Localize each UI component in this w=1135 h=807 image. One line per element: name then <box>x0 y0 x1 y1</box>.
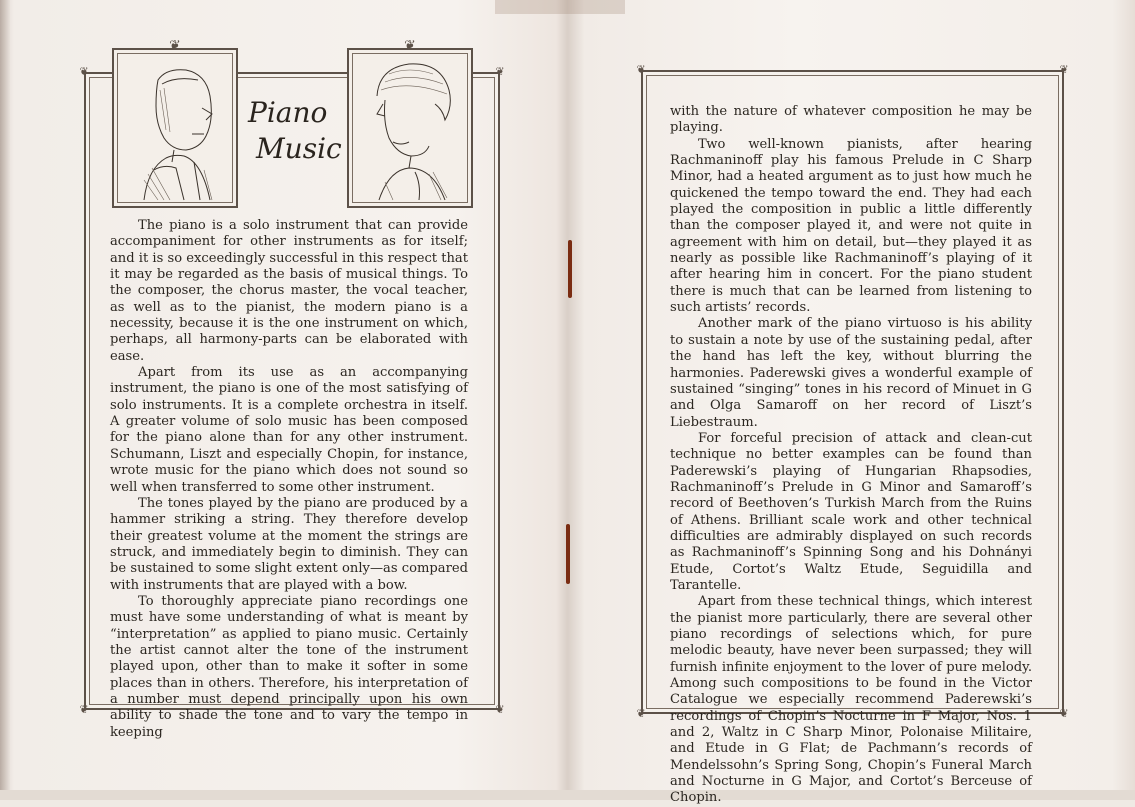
paragraph: Two well-known pianists, after hearing Rachmaninoff play his famous Prelude in C Sharp Minor, had a heated argument as to just how much he quickened the tempo toward the end. They had each played the composition in public a little differently than the composer played it, and were not quite in agreement with him on detail, but—they played it as nearly as possible like Rachmaninoff’s playing of it after hearing him in concert. For the piano student there is much that can be learned from listening to such artists’ records. <box>670 136 1032 316</box>
title-line-2: Music <box>256 132 342 165</box>
staple-bottom <box>566 524 570 584</box>
continuation-line: with the nature of whatever composition he may be playing. <box>670 104 1032 136</box>
spine-stain <box>495 0 625 14</box>
paragraph: The piano is a solo instrument that can provide accompaniment for other instruments as for itself; and it is so exceedingly successful in this respect that it may be regarded as the basis of musical things. To the composer, the chorus master, the vocal teacher, as well as to the pianist, the modern piano is a necessity, because it is the one instrument on which, perhaps, all harmony-parts can be elaborated with ease. <box>110 218 468 364</box>
paragraph: Apart from its use as an accompanying instrument, the piano is one of the most satisfying of solo instruments. It is a complete orchestra in itself. A greater volume of solo music has been composed for the piano alone than for any other instrument. Schumann, Liszt and especially Chopin, for instance, wrote music for the piano which does not sound so well when transferred to some other instrument. <box>110 365 468 495</box>
binding-edge <box>0 0 10 790</box>
portrait-paderewski-illustration: ❦ <box>347 48 473 208</box>
portrait-rachmaninoff-illustration: ❦ <box>112 48 238 208</box>
paragraph: Another mark of the piano virtuoso is his ability to sustain a note by use of the sustaining pedal, after the hand has left the key, without blurring the harmonies. Paderewski gives a wonderful example of sustained “singing” tones in his record of Minuet in G and Olga Samaroff on her record of Liszt’s Liebestraum. <box>670 316 1032 430</box>
title-line-1: Piano <box>248 96 328 129</box>
portrait-1-sketch <box>114 50 236 206</box>
paragraph: To thoroughly appreciate piano recordings one must have some understanding of what is meant by “interpretation” as applied to piano music. Certainly the artist cannot alter the tone of the instrument played upon, other than to make it softer in some places than in others. Therefore, his interpretation of a number must depend principally upon his own ability to shade the tone and to vary the tempo in keeping <box>110 593 468 740</box>
paragraph: Apart from these technical things, which interest the pianist more particularly, there are several other piano recordings of selections which, for pure melodic beauty, have never been surpassed; they will furnish infinite enjoyment to the lover of pure melody. Among such compositions to be found in the Victor Catalogue we especially recommend Paderewski’s recordings of Chopin’s Nocturne in F Major, Nos. 1 and 2, Waltz in C Sharp Minor, Polonaise Militaire, and Etude in G Flat; de Pachmann’s records of Mendelssohn’s Spring Song, Chopin’s Funeral March and Nocturne in G Major, and Cortot’s Berceuse of Chopin. <box>670 594 1032 806</box>
right-page-frame: ❦ ❦ ❦ ❦ <box>636 63 1069 720</box>
left-page-body <box>110 218 468 741</box>
page-title <box>248 95 342 167</box>
left-page-frame: ❦ ❦ ❦ ❦ <box>79 65 505 716</box>
paragraph: For forceful precision of attack and clean-cut technique no better examples can be found than Paderewski’s playing of Hungarian Rhapsodies, Rachmaninoff’s Prelude in G Minor and Samaroff’s record of Beethoven’s Turkish March from the Ruins of Athens. Brilliant scale work and other technical difficulties are admirably displayed on such records as Rachmaninoff’s Spinning Song and his Dohnányi Etude, Cortot’s Waltz Etude, Seguidilla and Tarantelle. <box>670 430 1032 593</box>
paragraph: The tones played by the piano are produced by a hammer striking a string. They therefore develop their greatest volume at the moment the strings are struck, and immediately begin to diminish. They can be sustained to some slight extent only—as compared with instruments that are played with a bow. <box>110 495 468 593</box>
portrait-2-sketch <box>349 50 471 206</box>
right-page-body <box>670 104 1032 807</box>
staple-top <box>568 240 572 298</box>
